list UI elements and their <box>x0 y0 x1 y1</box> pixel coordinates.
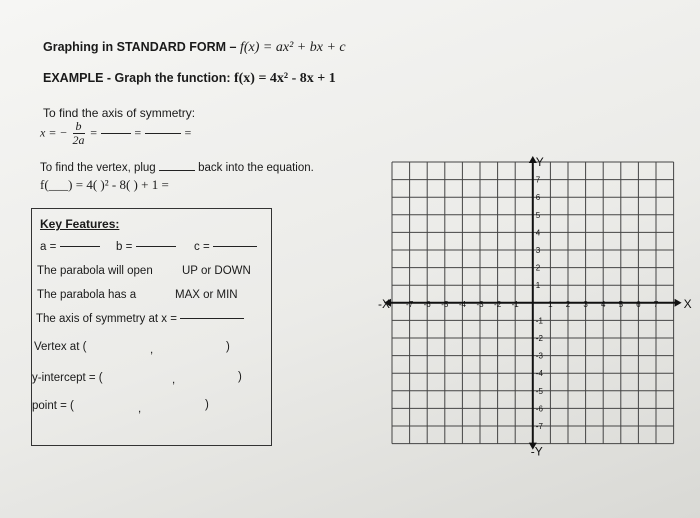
x-tick-label: -2 <box>494 299 502 309</box>
x-tick-label: -3 <box>476 299 484 309</box>
point-comma: , <box>138 403 142 415</box>
point-field-label: point = ( <box>32 400 74 412</box>
x-tick-label: 1 <box>548 299 553 309</box>
vertex-prompt-end: back into the equation. <box>198 162 314 174</box>
aos-equals-3: = <box>183 125 192 140</box>
x-tick-label: 7 <box>653 299 659 309</box>
y-axis-label-positive: Y <box>535 155 544 169</box>
example-line <box>43 71 336 87</box>
y-tick-label: -1 <box>535 316 543 326</box>
x-axis-label-positive: X <box>683 296 692 311</box>
aos-denominator: 2a <box>72 133 85 147</box>
aos-fraction <box>73 120 85 147</box>
vertex-prompt-start: To find the vertex, plug <box>40 162 156 174</box>
x-tick-label: 5 <box>618 299 624 309</box>
y-tick-label: 4 <box>535 228 541 238</box>
has-options[interactable]: MAX or MIN <box>175 289 238 301</box>
y-tick-label: 3 <box>535 246 541 255</box>
x-tick-label: 4 <box>600 299 606 309</box>
title-prefix: Graphing in STANDARD FORM – <box>43 40 240 54</box>
b-field <box>116 241 176 253</box>
open-options[interactable]: UP or DOWN <box>182 265 251 277</box>
a-label: a = <box>40 241 57 253</box>
y-tick-label: -4 <box>535 369 543 379</box>
x-axis-label-negative: -X <box>378 296 390 311</box>
c-blank[interactable] <box>213 246 257 247</box>
y-tick-label: 2 <box>535 263 541 273</box>
vertex-prompt <box>40 162 314 174</box>
y-tick-label: -7 <box>535 422 543 431</box>
aos-lhs: x = − <box>40 125 68 140</box>
axis-of-symmetry-prompt: To find the axis of symmetry: <box>43 106 196 120</box>
a-field <box>40 241 100 253</box>
a-blank[interactable] <box>60 246 100 247</box>
x-axis-arrow-right <box>675 299 682 307</box>
key-features-title: Key Features: <box>40 217 120 231</box>
x-tick-label: -6 <box>423 299 431 309</box>
title-formula: f(x) = ax² + bx + c <box>240 40 346 55</box>
worksheet-title <box>43 40 346 56</box>
x-tick-label: 6 <box>636 299 641 309</box>
y-tick-label: -2 <box>535 334 543 343</box>
vertex-field <box>34 341 86 353</box>
yint-comma: , <box>172 374 176 386</box>
yint-field-label: y-intercept = ( <box>32 372 103 384</box>
aos-field-blank[interactable] <box>180 318 244 319</box>
c-field <box>194 241 257 253</box>
y-tick-label: 1 <box>535 281 541 291</box>
vertex-comma: , <box>150 344 154 356</box>
point-close-paren: ) <box>205 399 209 411</box>
x-tick-label: 2 <box>565 299 571 309</box>
y-tick-label: 5 <box>535 210 541 220</box>
b-blank[interactable] <box>136 246 176 247</box>
b-label: b = <box>116 241 133 253</box>
aos-numerator: b <box>73 120 85 134</box>
aos-field-label: The axis of symmetry at x = <box>36 313 177 325</box>
example-formula: f(x) = 4x² - 8x + 1 <box>233 71 336 86</box>
y-tick-label: 6 <box>535 193 541 203</box>
yint-close-paren: ) <box>238 371 242 383</box>
has-label: The parabola has a <box>37 289 137 301</box>
y-axis-label-negative: -Y <box>530 444 543 459</box>
aos-equals-2: = <box>133 125 142 140</box>
example-prefix: EXAMPLE - Graph the function: <box>43 71 234 85</box>
aos-field <box>36 313 244 325</box>
x-tick-label: -5 <box>441 299 449 309</box>
x-tick-label: 3 <box>583 299 588 309</box>
coordinate-grid[interactable] <box>378 154 692 459</box>
y-tick-label: -5 <box>535 386 543 396</box>
vertex-plug-blank[interactable] <box>159 170 195 171</box>
vertex-field-label: Vertex at ( <box>34 341 87 353</box>
yint-field <box>32 372 103 384</box>
y-tick-label: -6 <box>535 404 543 414</box>
y-tick-label: -3 <box>535 351 543 361</box>
vertex-equation: f(___) = 4( )² - 8( ) + 1 = <box>40 177 169 192</box>
x-tick-label: -4 <box>458 299 466 309</box>
open-label: The parabola will open <box>37 265 153 277</box>
x-tick-label: -7 <box>406 299 414 309</box>
y-tick-label: 7 <box>535 175 541 185</box>
point-field <box>32 400 74 412</box>
aos-blank-2[interactable] <box>145 133 181 134</box>
axis-of-symmetry-formula <box>40 120 192 147</box>
vertex-close-paren: ) <box>226 341 230 353</box>
c-label: c = <box>194 241 210 253</box>
aos-blank-1[interactable] <box>101 133 131 134</box>
aos-equals-1: = <box>89 125 98 140</box>
x-tick-label: -1 <box>511 299 519 309</box>
